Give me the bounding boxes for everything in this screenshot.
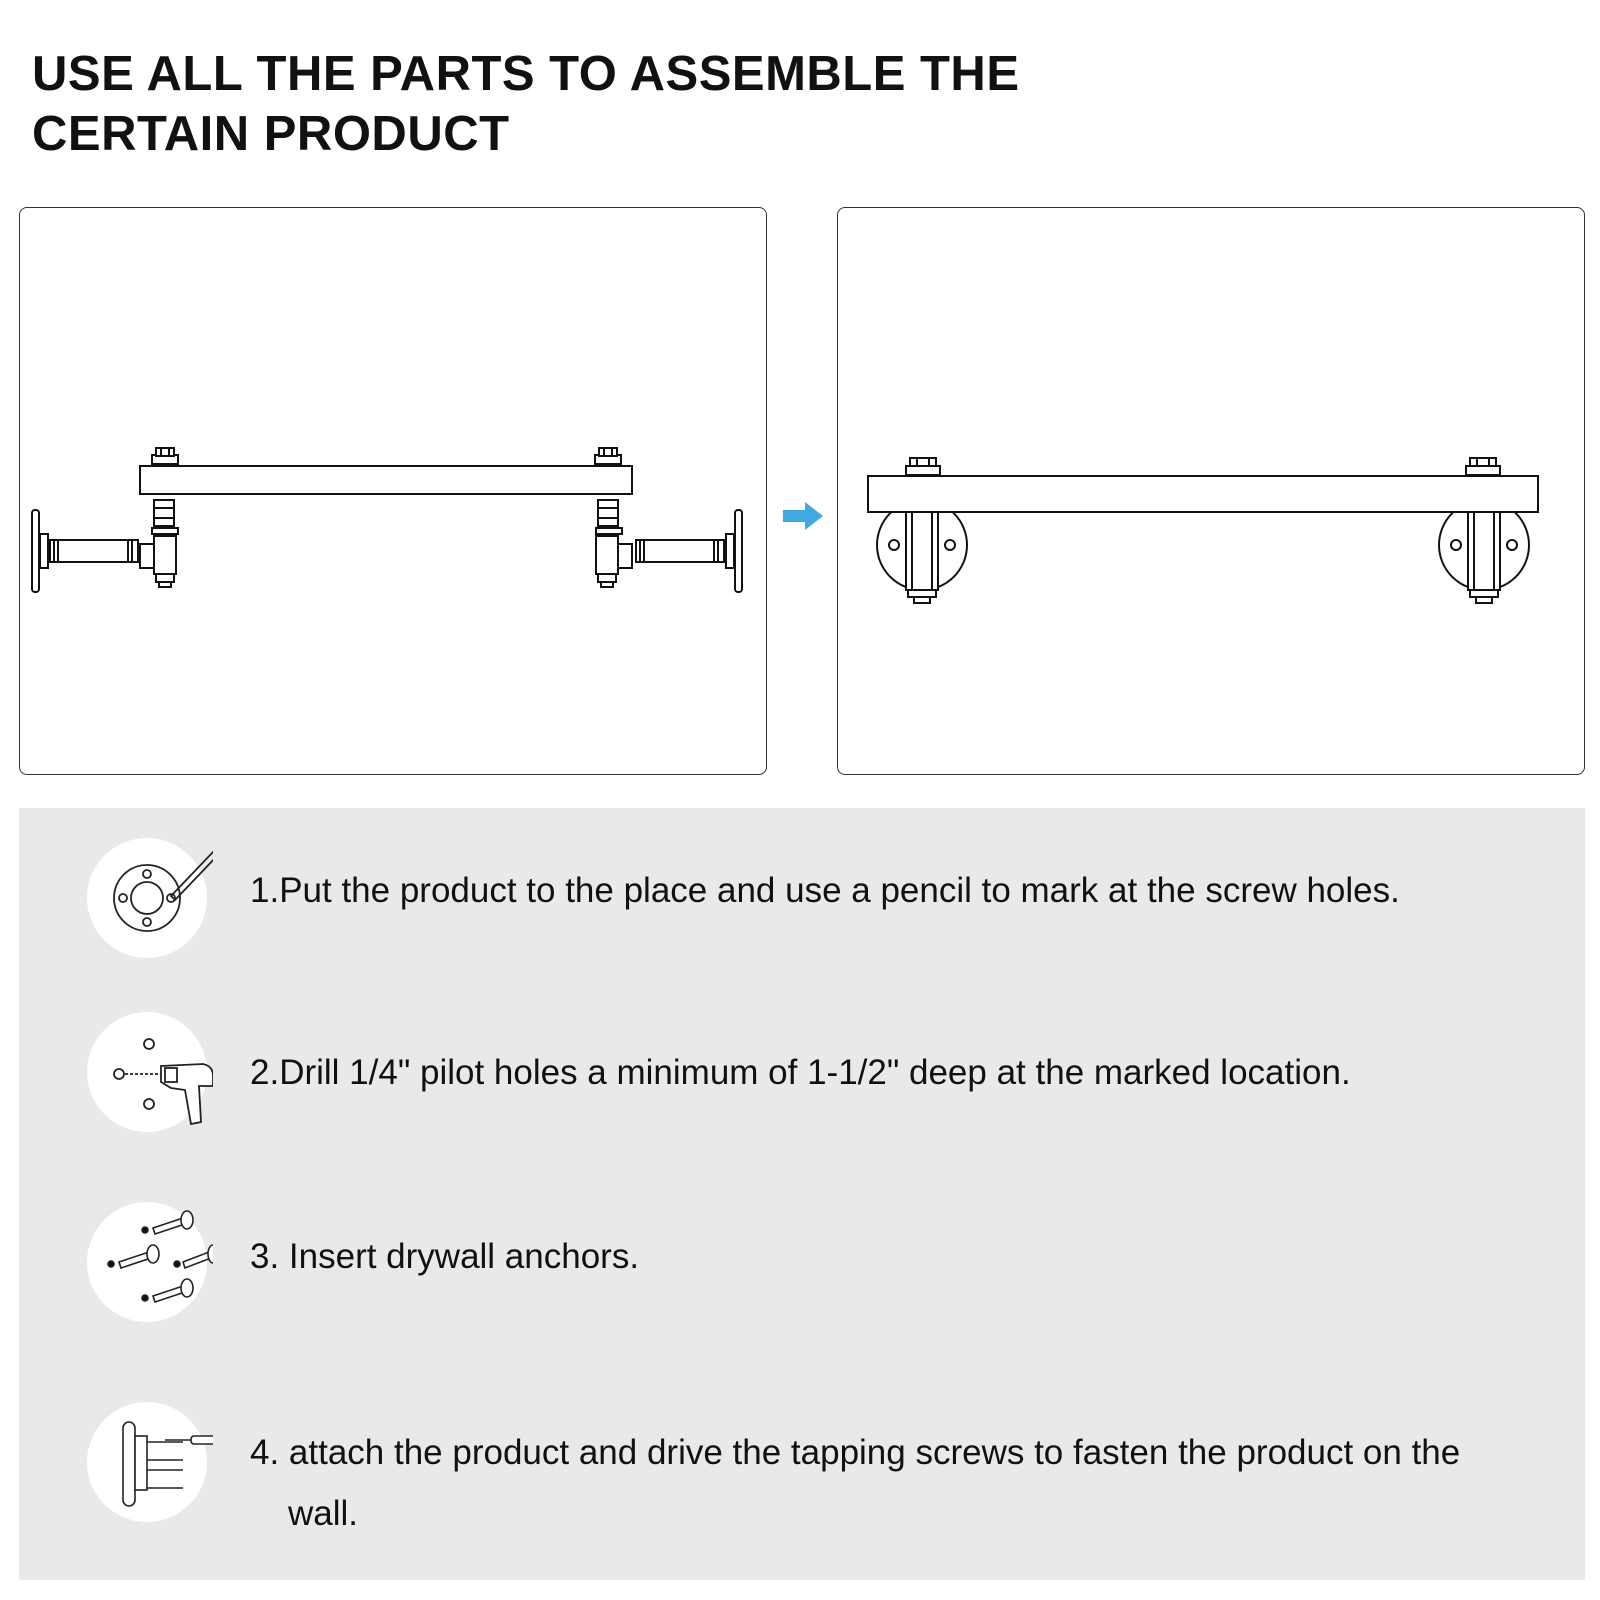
- assembled-view-panel: [837, 207, 1585, 775]
- step-4-text-line-2: wall.: [288, 1494, 359, 1533]
- flange-right: [1439, 500, 1529, 603]
- step-2-text: 2.Drill 1/4" pilot holes a minimum of 1-1/2" deep at the marked location.: [250, 1053, 1351, 1092]
- exploded-shelf-diagram: [20, 208, 767, 775]
- left-bracket-parts: [32, 500, 178, 592]
- step-4-text-line-1: 4. attach the product and drive the tapping screws to fasten the product on the: [250, 1433, 1461, 1472]
- exploded-view-panel: [19, 207, 767, 775]
- step-1-text: 1.Put the product to the place and use a pencil to mark at the screw holes.: [250, 871, 1400, 910]
- bolt-left-assembled: [906, 458, 940, 475]
- arrow-right-icon: [783, 500, 825, 532]
- drill-icon: [53, 1012, 213, 1142]
- title-line-1: USE ALL THE PARTS TO ASSEMBLE THE: [32, 47, 1020, 101]
- title-line-2: CERTAIN PRODUCT: [32, 107, 510, 161]
- bolt-left: [152, 448, 178, 464]
- shelf-board: [140, 466, 632, 494]
- flange-left: [877, 500, 967, 603]
- page-title: [32, 44, 1232, 164]
- bolt-right-assembled: [1466, 458, 1500, 475]
- instruction-steps: [19, 808, 1585, 1580]
- shelf-board-assembled: [868, 476, 1538, 512]
- right-bracket-parts: [596, 500, 742, 592]
- anchor-icon: [53, 1202, 213, 1332]
- step-4-text: [250, 1422, 1570, 1544]
- pencil-mark-icon: [53, 838, 213, 968]
- screwdriver-icon: [53, 1402, 213, 1532]
- assembled-shelf-diagram: [838, 208, 1585, 775]
- step-3-text: 3. Insert drywall anchors.: [250, 1237, 640, 1276]
- bolt-right: [595, 448, 621, 464]
